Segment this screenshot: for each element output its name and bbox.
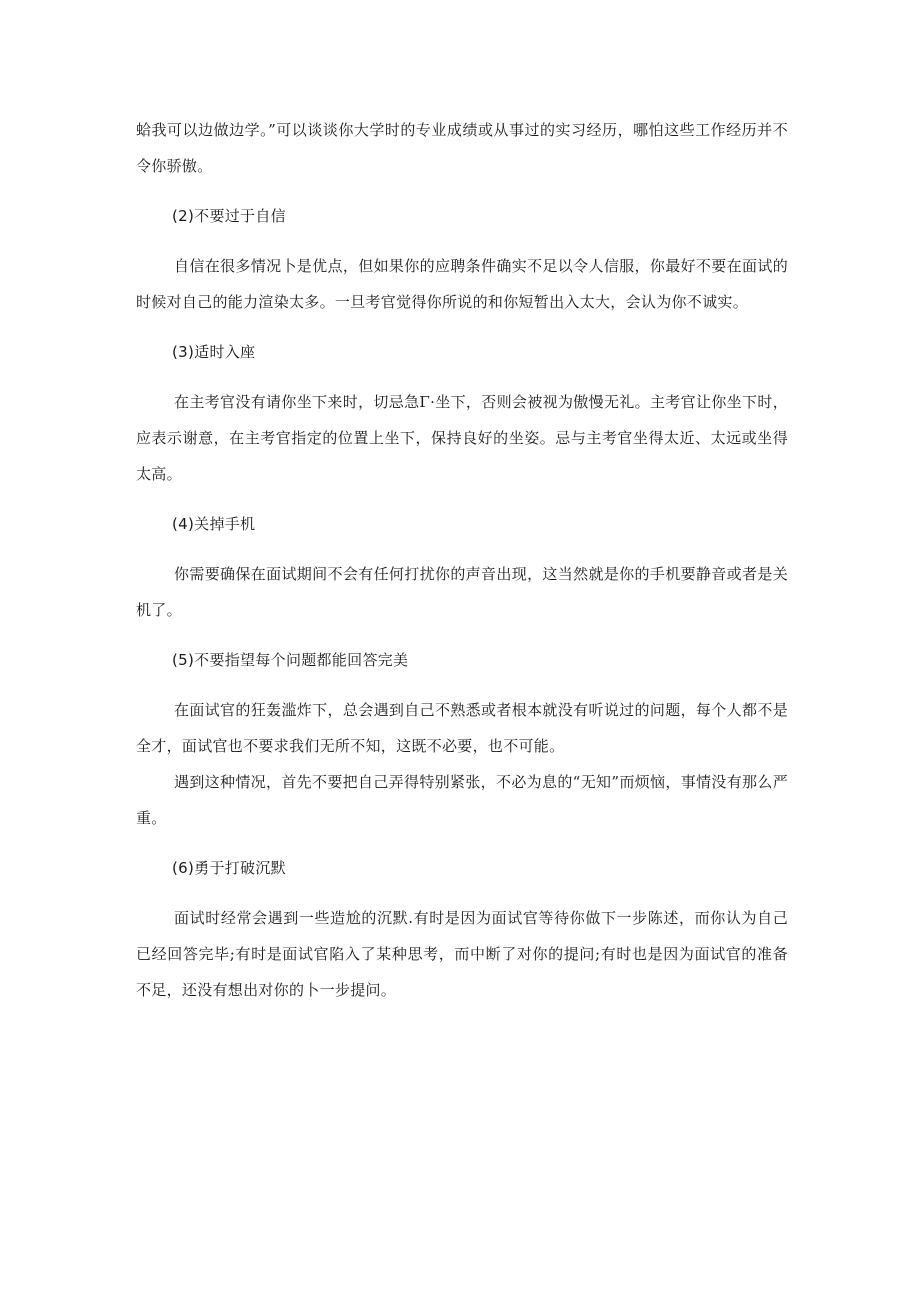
paragraph-5b: 遇到这种情况，首先不要把自己弄得特别紧张，不必为息的“无知”而烦恼，事情没有那么严重。 <box>136 773 788 827</box>
heading-5: (5)不要指望每个问题都能回答完美 <box>172 651 409 669</box>
heading-6: (6)勇于打破沉默 <box>172 859 286 877</box>
paragraph-5a: 在面试官的狂轰滥炸下，总会遇到自己不熟悉或者根本就没有听说过的问题，每个人都不是全才，面试官也不要求我们无所不知，这既不必要，也不可能。 <box>136 701 788 755</box>
document-page <box>136 112 788 1008</box>
heading-3: (3)适时入座 <box>172 343 256 361</box>
paragraph-2: 自信在很多情况卜是优点，但如果你的应聘条件确实不足以令人信服，你最好不要在面试的时候对自己的能力渲染太多。一旦考官觉得你所说的和你短暂出入太大，会认为你不诚实。 <box>136 257 788 311</box>
paragraph-4: 你需要确保在面试期间不会有任何打扰你的声音出现，这当然就是你的手机要静音或者是关机了。 <box>136 565 788 619</box>
paragraph-intro: 蛤我可以边做边学。”可以谈谈你大学时的专业成绩或从事过的实习经历，哪怕这些工作经历并不令你骄傲。 <box>136 121 788 175</box>
heading-4: (4)关掉手机 <box>172 515 256 533</box>
paragraph-3: 在主考官没有请你坐下来时，切忌急Γ·坐下，否则会被视为傲慢无礼。主考官让你坐下时，应表示谢意，在主考官指定的位置上坐下，保持良好的坐姿。忌与主考官坐得太近、太远或坐得太高。 <box>136 393 788 483</box>
heading-2: (2)不要过于自信 <box>172 207 286 225</box>
paragraph-6: 面试时经常会遇到一些造尬的沉默.有时是因为面试官等待你做下一步陈述，而你认为自己已经回答完毕;有时是面试官陷入了某种思考，而中断了对你的提问;有时也是因为面试官的准备不足，还没有想出对你的卜一步提问。 <box>136 909 788 999</box>
